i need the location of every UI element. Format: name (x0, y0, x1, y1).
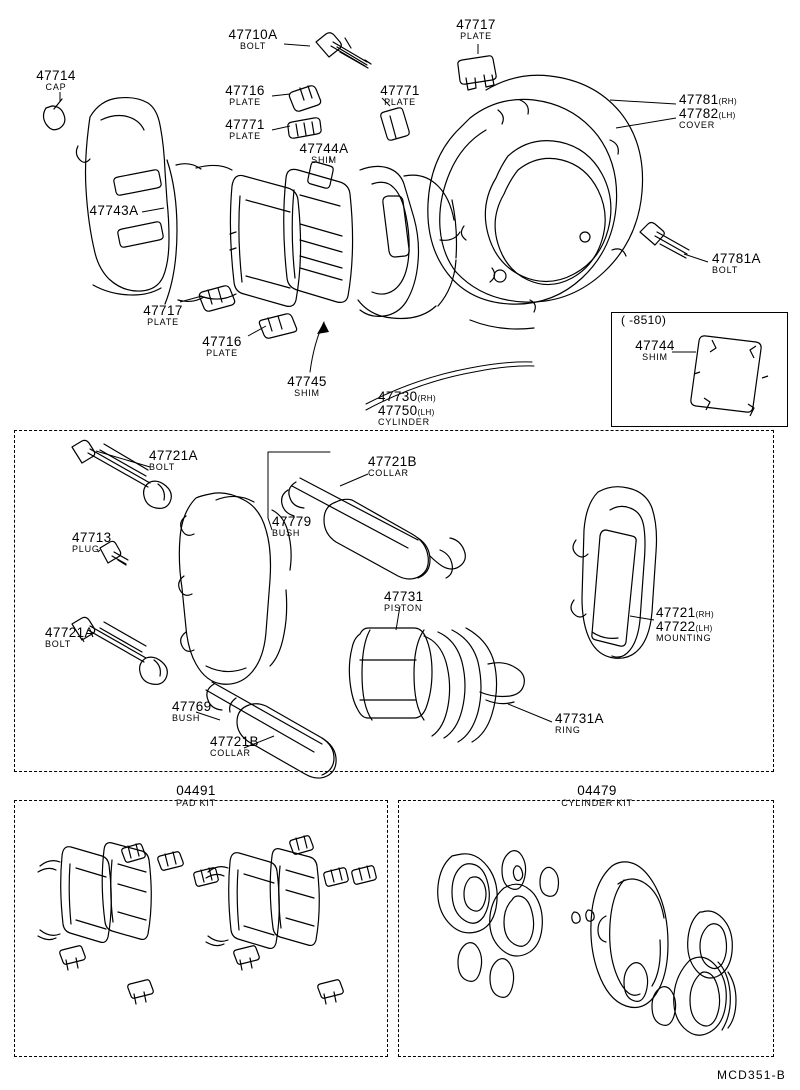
inset-year-note: ( -8510) (621, 313, 667, 327)
label-47721B-lower: 47721B COLLAR (210, 734, 259, 758)
label-47721A-upper: 47721A BOLT (149, 448, 198, 472)
diagram-footer-code: MCD351-B (717, 1068, 786, 1082)
label-47781-47782-cover: 47781(RH) 47782(LH) COVER (679, 92, 738, 130)
label-47731A-ring: 47731A RING (555, 711, 604, 735)
label-47779-bush: 47779 BUSH (272, 514, 312, 538)
label-47710A: 47710A BOLT (228, 27, 278, 51)
label-47743A: 47743A (89, 203, 139, 218)
label-47717-lower: 47717 PLATE (143, 303, 183, 327)
label-47771-left: 47771 PLATE (225, 117, 265, 141)
pad-kit-title: 04491 PAD KIT (176, 783, 216, 808)
label-47730-47750-cylinder: 47730(RH) 47750(LH) CYLINDER (378, 389, 437, 427)
label-47771-right: 47771 PLATE (380, 83, 420, 107)
label-47731-piston: 47731 PISTON (384, 589, 424, 613)
label-47721-47722-mounting: 47721(RH) 47722(LH) MOUNTING (656, 605, 715, 643)
label-47713-plug: 47713 PLUG (72, 530, 112, 554)
label-47717-top: 47717 PLATE (456, 17, 496, 41)
label-47769-bush: 47769 BUSH (172, 699, 212, 723)
cylinder-kit-title: 04479 CYLINDER KIT (561, 783, 633, 808)
label-47714: 47714 CAP (36, 68, 76, 92)
label-47781A: 47781A BOLT (712, 251, 761, 275)
label-47716-top: 47716 PLATE (225, 83, 265, 107)
label-47721A-lower: 47721A BOLT (45, 625, 94, 649)
label-47745: 47745 SHIM (287, 374, 327, 398)
label-47721B-upper: 47721B COLLAR (368, 454, 417, 478)
label-47744A: 47744A SHIM (299, 141, 349, 165)
label-47716-lower: 47716 PLATE (202, 334, 242, 358)
label-47744-shim-inset: 47744 SHIM (635, 338, 675, 362)
